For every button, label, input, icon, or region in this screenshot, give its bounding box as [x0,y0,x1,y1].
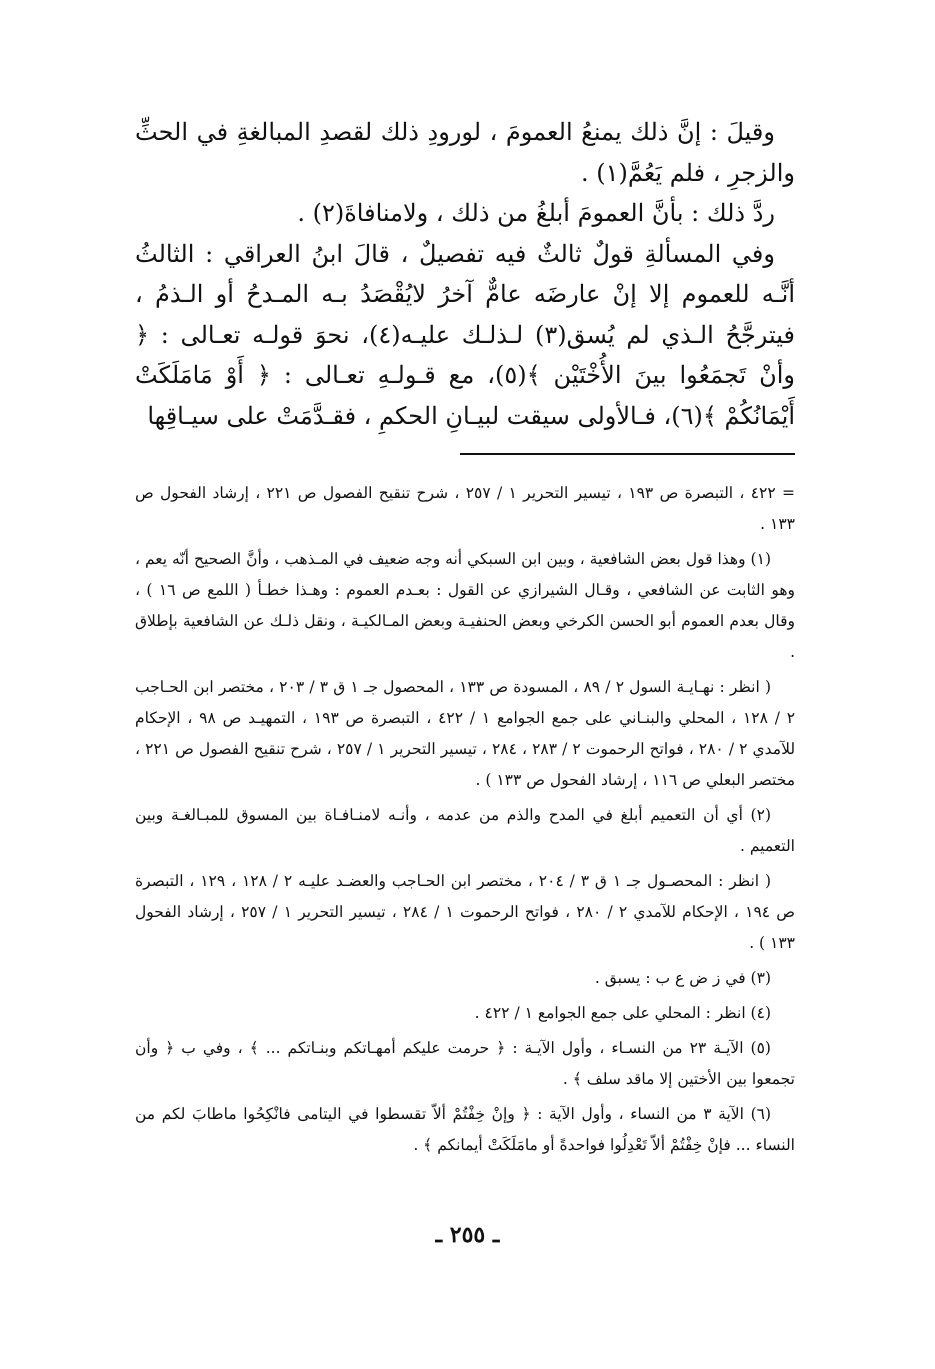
main-paragraph-2: ردَّ ذلك : بأنَّ العمومَ أبلغُ من ذلك ، ولامنافاةَ(٢) . [297,199,775,227]
footnote-1: (١) وهذا قول بعض الشافعية ، وبين ابن السبكي أنه وجه ضعيف في المـذهب ، وأنَّ الصحيح أنّه يعم ، وهو الثابت عن الشافعي ، وقـال الشيرازي عن القول : بعـدم العموم : وهـذا خطـأ ( اللمع ص ١٦ ) ، وقال بعدم العموم أبو الحسن الكرخي وبعض الحنفيـة وبعض المـالكيـة ، ونقل ذلـك عن الشافعية بإطلاق . [135,550,795,661]
footnote-2: (٢) أي أن التعميم أبلغ في المدح والذم من عدمه ، وأنـه لامنـافـاة بين المسوق للمبـالغـة وبين التعميم . [135,806,795,855]
footnote-2-references: ( انظر : المحصـول جـ ١ ق ٣ / ٢٠٤ ، مختصر ابن الحـاجب والعضـد عليـه ٢ / ١٢٨ ، ١٢٩ ، التبصرة ص ١٩٤ ، الإحكام للآمدي ٢ / ٢٨٠ ، فواتح الرحموت ١ / ٢٨٤ ، تيسير التحرير ١ / ٢٥٧ ، إرشاد الفحول ١٣٣ ) . [135,872,796,952]
footnotes [135,478,795,1165]
footnote-1-references: ( انظر : نهـايـة السول ٢ / ٨٩ ، المسودة ص ١٣٣ ، المحصول جـ ١ ق ٣ / ٢٠٣ ، مختصر ابن الحـاجب ٢ / ١٢٨ ، المحلي والبنـاني على جمع الجوامع ١ / ٤٢٢ ، التبصرة ص ١٩٣ ، التمهيـد ص ٩٨ ، الإحكام للآمدي ٢ / ٢٨٠ ، فواتح الرحموت ٢ / ٢٨٣ ، ٢٨٤ ، تيسير التحرير ١ / ٢٥٧ ، شرح تنقيح الفصول ص ٢٢١ ، مختصر البعلي ص ١١٦ ، إرشاد الفحول ص ١٣٣ ) . [135,678,796,789]
footnote-5: (٥) الآيـة ٢٣ من النسـاء ، وأول الآيـة : ﴿ حرمت عليكم أمهـاتكم وبنـاتكم ... ﴾ ، وفي ب ﴿ وأن تجمعوا بين الأختين إلا ماقد سلف ﴾ . [135,1039,795,1088]
footnote-6: (٦) الآية ٣ من النساء ، وأول الآية : ﴿ وإنْ خِفْتُمْ ألاّ تقسطوا في اليتامى فانْكِحُوا ماطابَ لكم من النساء ... فإنْ خِفْتُمْ ألاّ تَعْدِلُوا فواحدةً أو مامَلَكَتْ أيمانكم ﴾ . [135,1105,795,1154]
footnote-separator [460,453,795,455]
footnote-4: (٤) انظر : المحلي على جمع الجوامع ١ / ٤٢٢ . [474,1004,771,1022]
main-paragraph-1: وقيلَ : إنَّ ذلك يمنعُ العمومَ ، لورودِ ذلك لقصدِ المبالغةِ في الحثِّ والزجرِ ، فلم يَعُمَّ(١) . [135,118,795,187]
footnote-3: (٣) في ز ض ع ب : يسبق . [594,969,771,987]
footnote-continuation: = ٤٢٢ ، التبصرة ص ١٩٣ ، تيسير التحرير ١ / ٢٥٧ ، شرح تنقيح الفصول ص ٢٢١ ، إرشاد الفحول ص ١٣٣ . [135,484,796,533]
main-text [135,112,795,436]
page-number: ـ ٢٥٥ ـ [435,1222,500,1248]
main-paragraph-3: وفي المسألةِ قولٌ ثالثٌ فيه تفصيلٌ ، قالَ ابنُ العراقي : الثالثُ أنَّـه للعموم إلا إنْ عارضَه عامٌّ آخرُ لايُقْصَدُ بـه المـدحُ أو الـذمُ ، فيترجَّحُ الـذي لم يُسق(٣) لـذلـك عليـه(٤)، نحوَ قولـه تعـالى : ﴿ وأنْ تَجمَعُوا بينَ الأُخْتَيْن ﴾(٥)، مع قـولـهِ تعـالى : ﴿ أَوْ مَامَلَكَتْ أَيْمَانُكُمْ ﴾(٦)، فـالأولى سيقت لبيـانِ الحكمِ ، فقـدَّمَتْ على سيـاقِها [135,239,795,430]
